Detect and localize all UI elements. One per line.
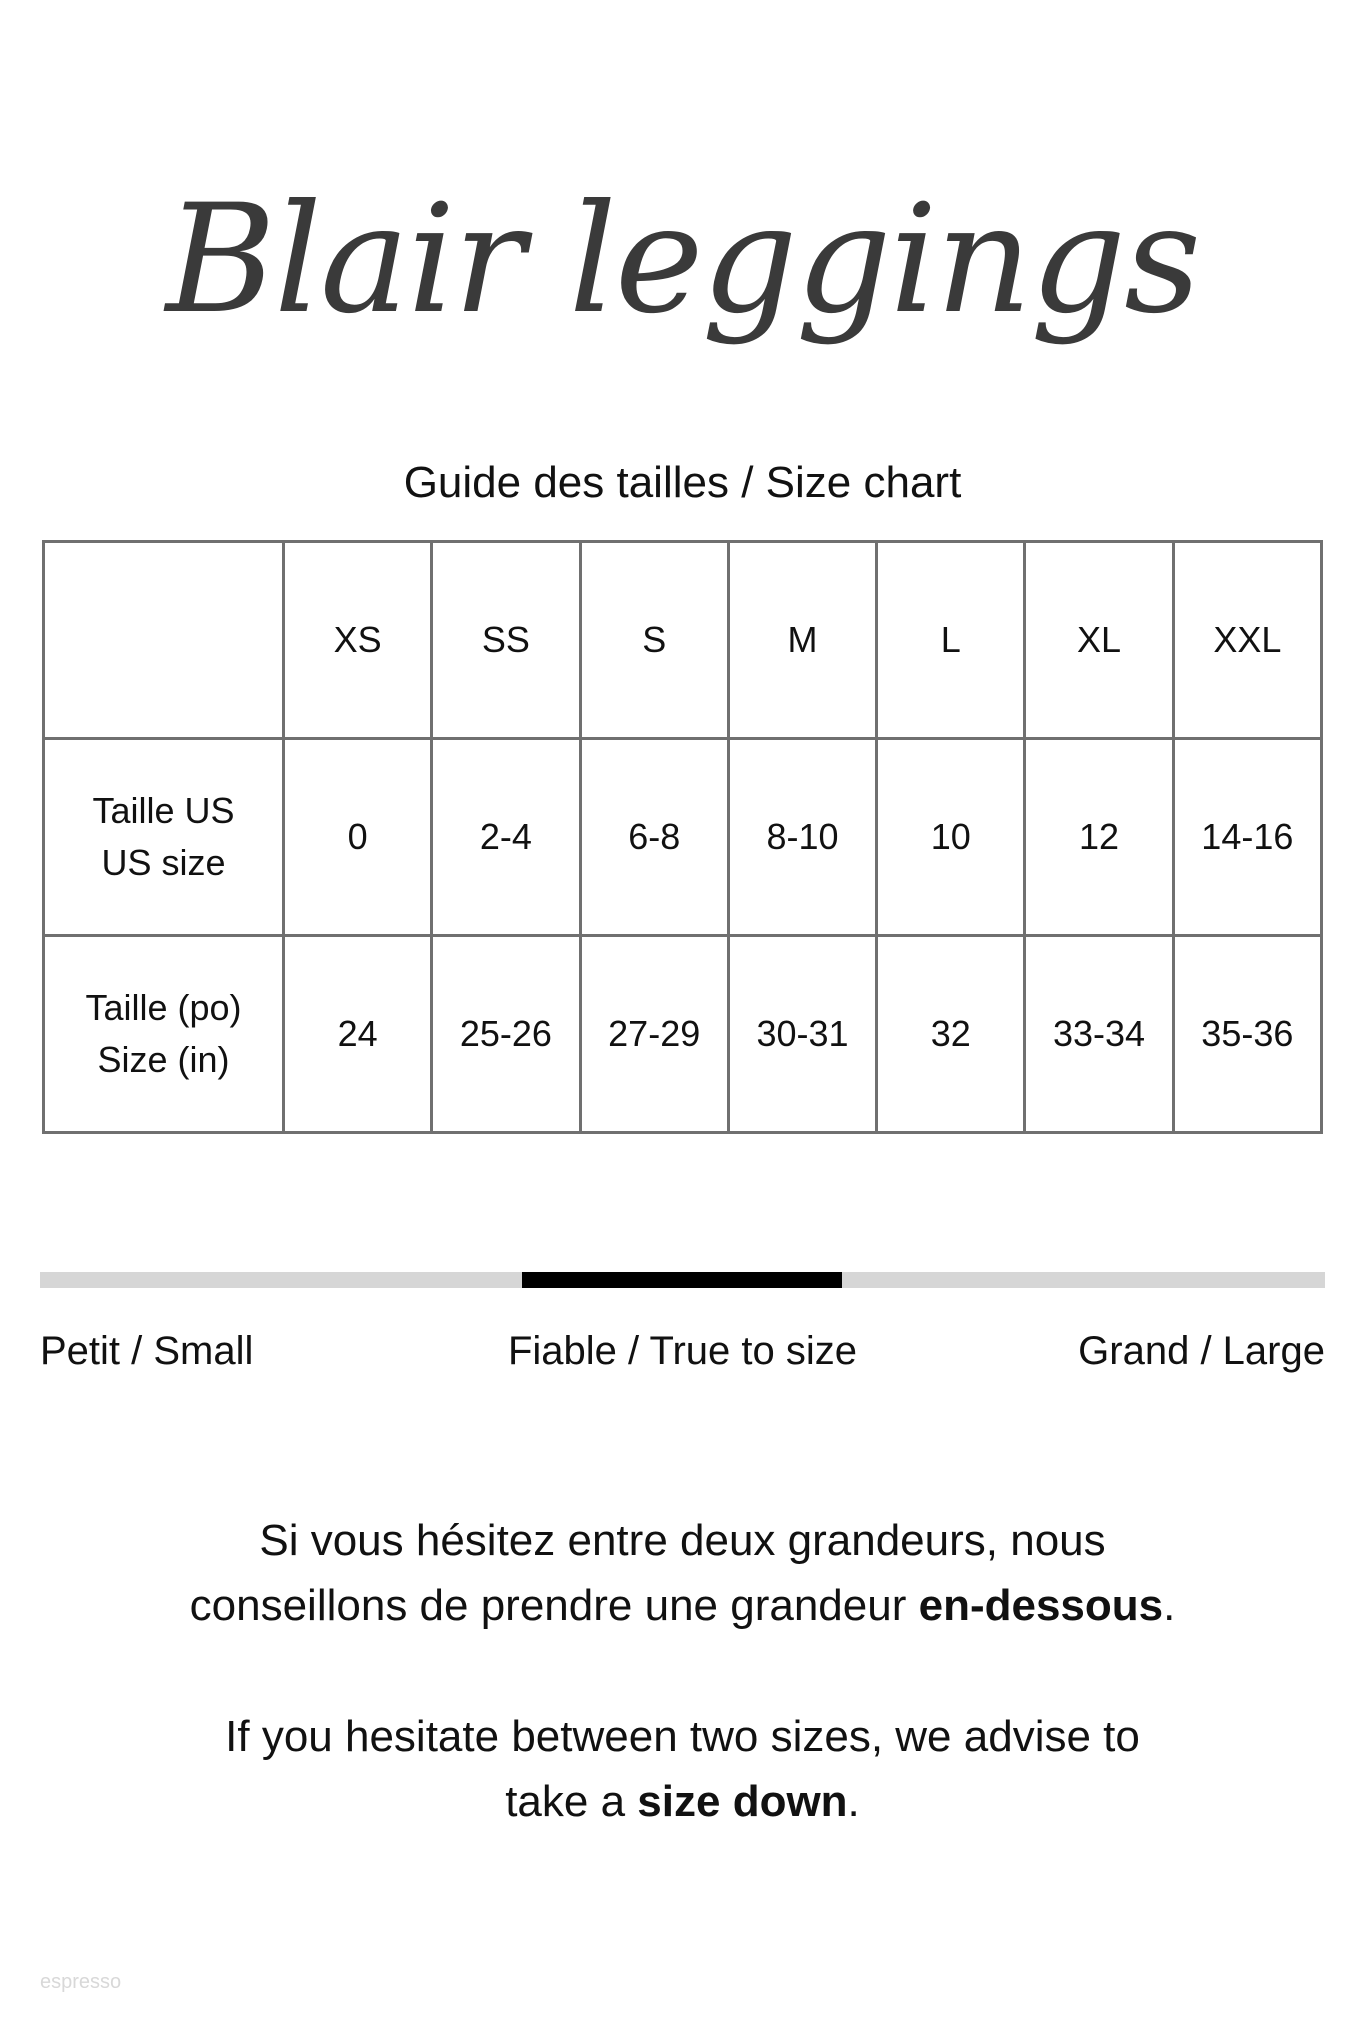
table-cell: 0 xyxy=(284,739,432,936)
size-chart-subtitle: Guide des tailles / Size chart xyxy=(403,458,962,507)
watermark: espresso xyxy=(40,1971,122,1993)
table-cell: 12 xyxy=(1025,739,1173,936)
table-cell: 25-26 xyxy=(432,936,580,1133)
row-label-cell xyxy=(44,739,284,936)
table-cell: 33-34 xyxy=(1025,936,1173,1133)
table-header-row xyxy=(44,542,1322,739)
table-cell: 10 xyxy=(877,739,1025,936)
page-title: Blair leggings xyxy=(165,173,1200,347)
table-cell: 2-4 xyxy=(432,739,580,936)
table-corner-cell xyxy=(44,542,284,739)
advice-en-period: . xyxy=(847,1777,860,1826)
row-label-en: Size (in) xyxy=(97,1039,230,1080)
advice-french xyxy=(0,1508,1365,1638)
table-row xyxy=(44,739,1322,936)
fit-scale-indicator xyxy=(522,1272,842,1288)
fit-label-large: Grand / Large xyxy=(1078,1329,1325,1373)
size-header-cell: SS xyxy=(432,542,580,739)
size-header-cell: XL xyxy=(1025,542,1173,739)
size-header-cell: XXL xyxy=(1173,542,1321,739)
advice-fr-line1: Si vous hésitez entre deux grandeurs, nous xyxy=(259,1516,1106,1565)
fit-label-small: Petit / Small xyxy=(40,1329,254,1373)
size-header-cell: M xyxy=(728,542,876,739)
advice-en-line1: If you hesitate between two sizes, we advise to xyxy=(225,1712,1140,1761)
advice-en-text: take a xyxy=(505,1777,638,1826)
table-cell: 6-8 xyxy=(580,739,728,936)
advice-fr-period: . xyxy=(1163,1581,1176,1630)
table-cell: 24 xyxy=(284,936,432,1133)
row-label-fr: Taille (po) xyxy=(85,987,242,1028)
row-label-en: US size xyxy=(101,842,226,883)
table-cell: 14-16 xyxy=(1173,739,1321,936)
row-label-cell xyxy=(44,936,284,1133)
table-cell: 27-29 xyxy=(580,936,728,1133)
advice-english xyxy=(0,1704,1365,1834)
advice-fr-emphasis: en-dessous xyxy=(918,1581,1164,1630)
fit-label-true-to-size: Fiable / True to size xyxy=(507,1329,858,1373)
size-header-cell: S xyxy=(580,542,728,739)
fit-scale-track xyxy=(40,1272,1325,1288)
row-label-fr: Taille US xyxy=(92,790,235,831)
table-cell: 30-31 xyxy=(728,936,876,1133)
size-header-cell: XS xyxy=(284,542,432,739)
size-chart-table xyxy=(42,540,1323,1134)
advice-fr-line2 xyxy=(0,1573,1365,1638)
table-cell: 35-36 xyxy=(1173,936,1321,1133)
table-row xyxy=(44,936,1322,1133)
table-cell: 8-10 xyxy=(728,739,876,936)
advice-en-emphasis: size down xyxy=(637,1777,848,1826)
table-cell: 32 xyxy=(877,936,1025,1133)
size-header-cell: L xyxy=(877,542,1025,739)
advice-en-line2 xyxy=(0,1769,1365,1834)
advice-fr-text: conseillons de prendre une grandeur xyxy=(189,1581,919,1630)
